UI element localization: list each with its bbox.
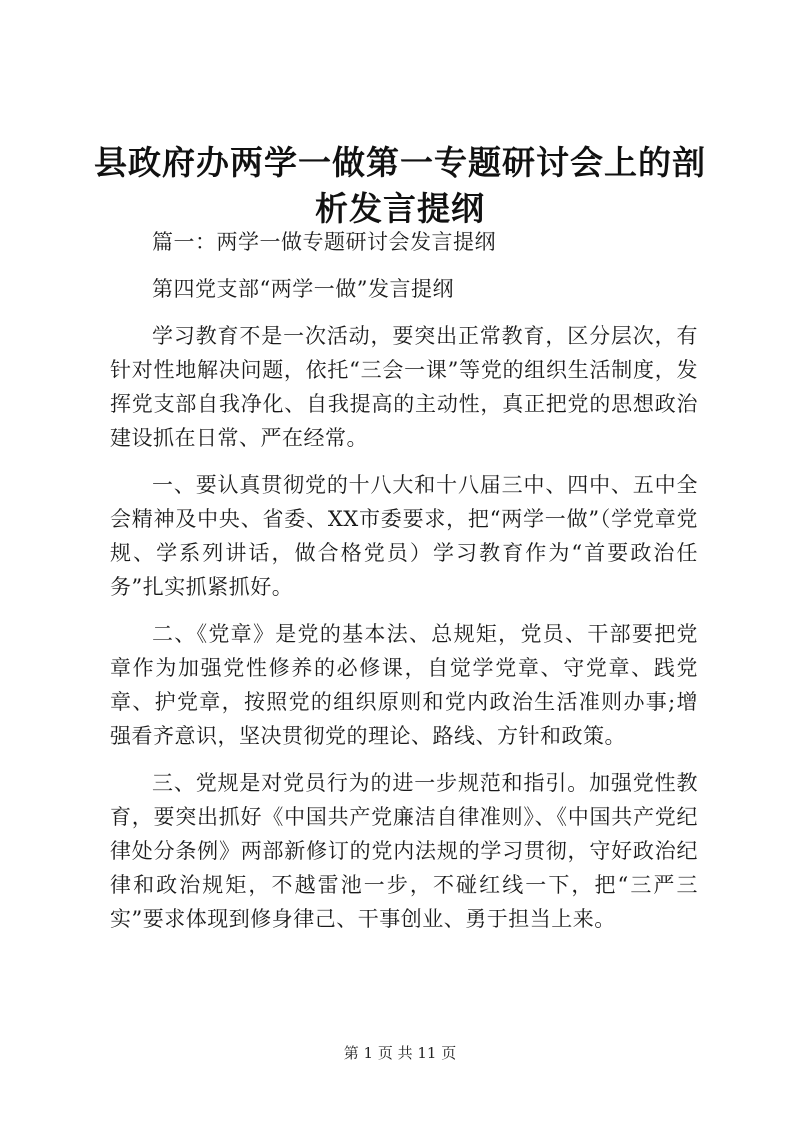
- section-heading: 篇一：两学一做专题研讨会发言提纲: [152, 230, 496, 254]
- subheading: 第四党支部“两学一做”发言提纲: [152, 277, 454, 301]
- paragraph-point-1: 一、要认真贯彻党的十八大和十八届三中、四中、五中全会精神及中央、省委、XX市委要求，把“两学一做”（学党章党规、学系列讲话，做合格党员）学习教育作为“首要政治任务”扎实抓紧抓好。: [110, 473, 698, 599]
- paragraph-point-2: 二、《党章》是党的基本法、总规矩，党员、干部要把党章作为加强党性修养的必修课，自觉学党章、守党章、践党章、护党章，按照党的组织原则和党内政治生活准则办事;增强看齐意识，坚决贯彻党的理论、路线、方针和政策。: [110, 622, 698, 748]
- page-number-footer: 第 1 页 共 11 页: [343, 1044, 457, 1062]
- paragraph-intro: 学习教育不是一次活动，要突出正常教育，区分层次，有针对性地解决问题，依托“三会一课”等党的组织生活制度，发挥党支部自我净化、自我提高的主动性，真正把党的思想政治建设抓在日常、严在经常。: [110, 324, 698, 450]
- document-title: 县政府办两学一做第一专题研讨会上的剖析发言提纲: [94, 143, 706, 228]
- paragraph-point-3: 三、党规是对党员行为的进一步规范和指引。加强党性教育，要突出抓好《中国共产党廉洁自律准则》、《中国共产党纪律处分条例》两部新修订的党内法规的学习贯彻，守好政治纪律和政治规矩，不越雷池一步，不碰红线一下，把“三严三实”要求体现到修身律己、干事创业、勇于担当上来。: [110, 771, 698, 931]
- document-body: [110, 225, 698, 949]
